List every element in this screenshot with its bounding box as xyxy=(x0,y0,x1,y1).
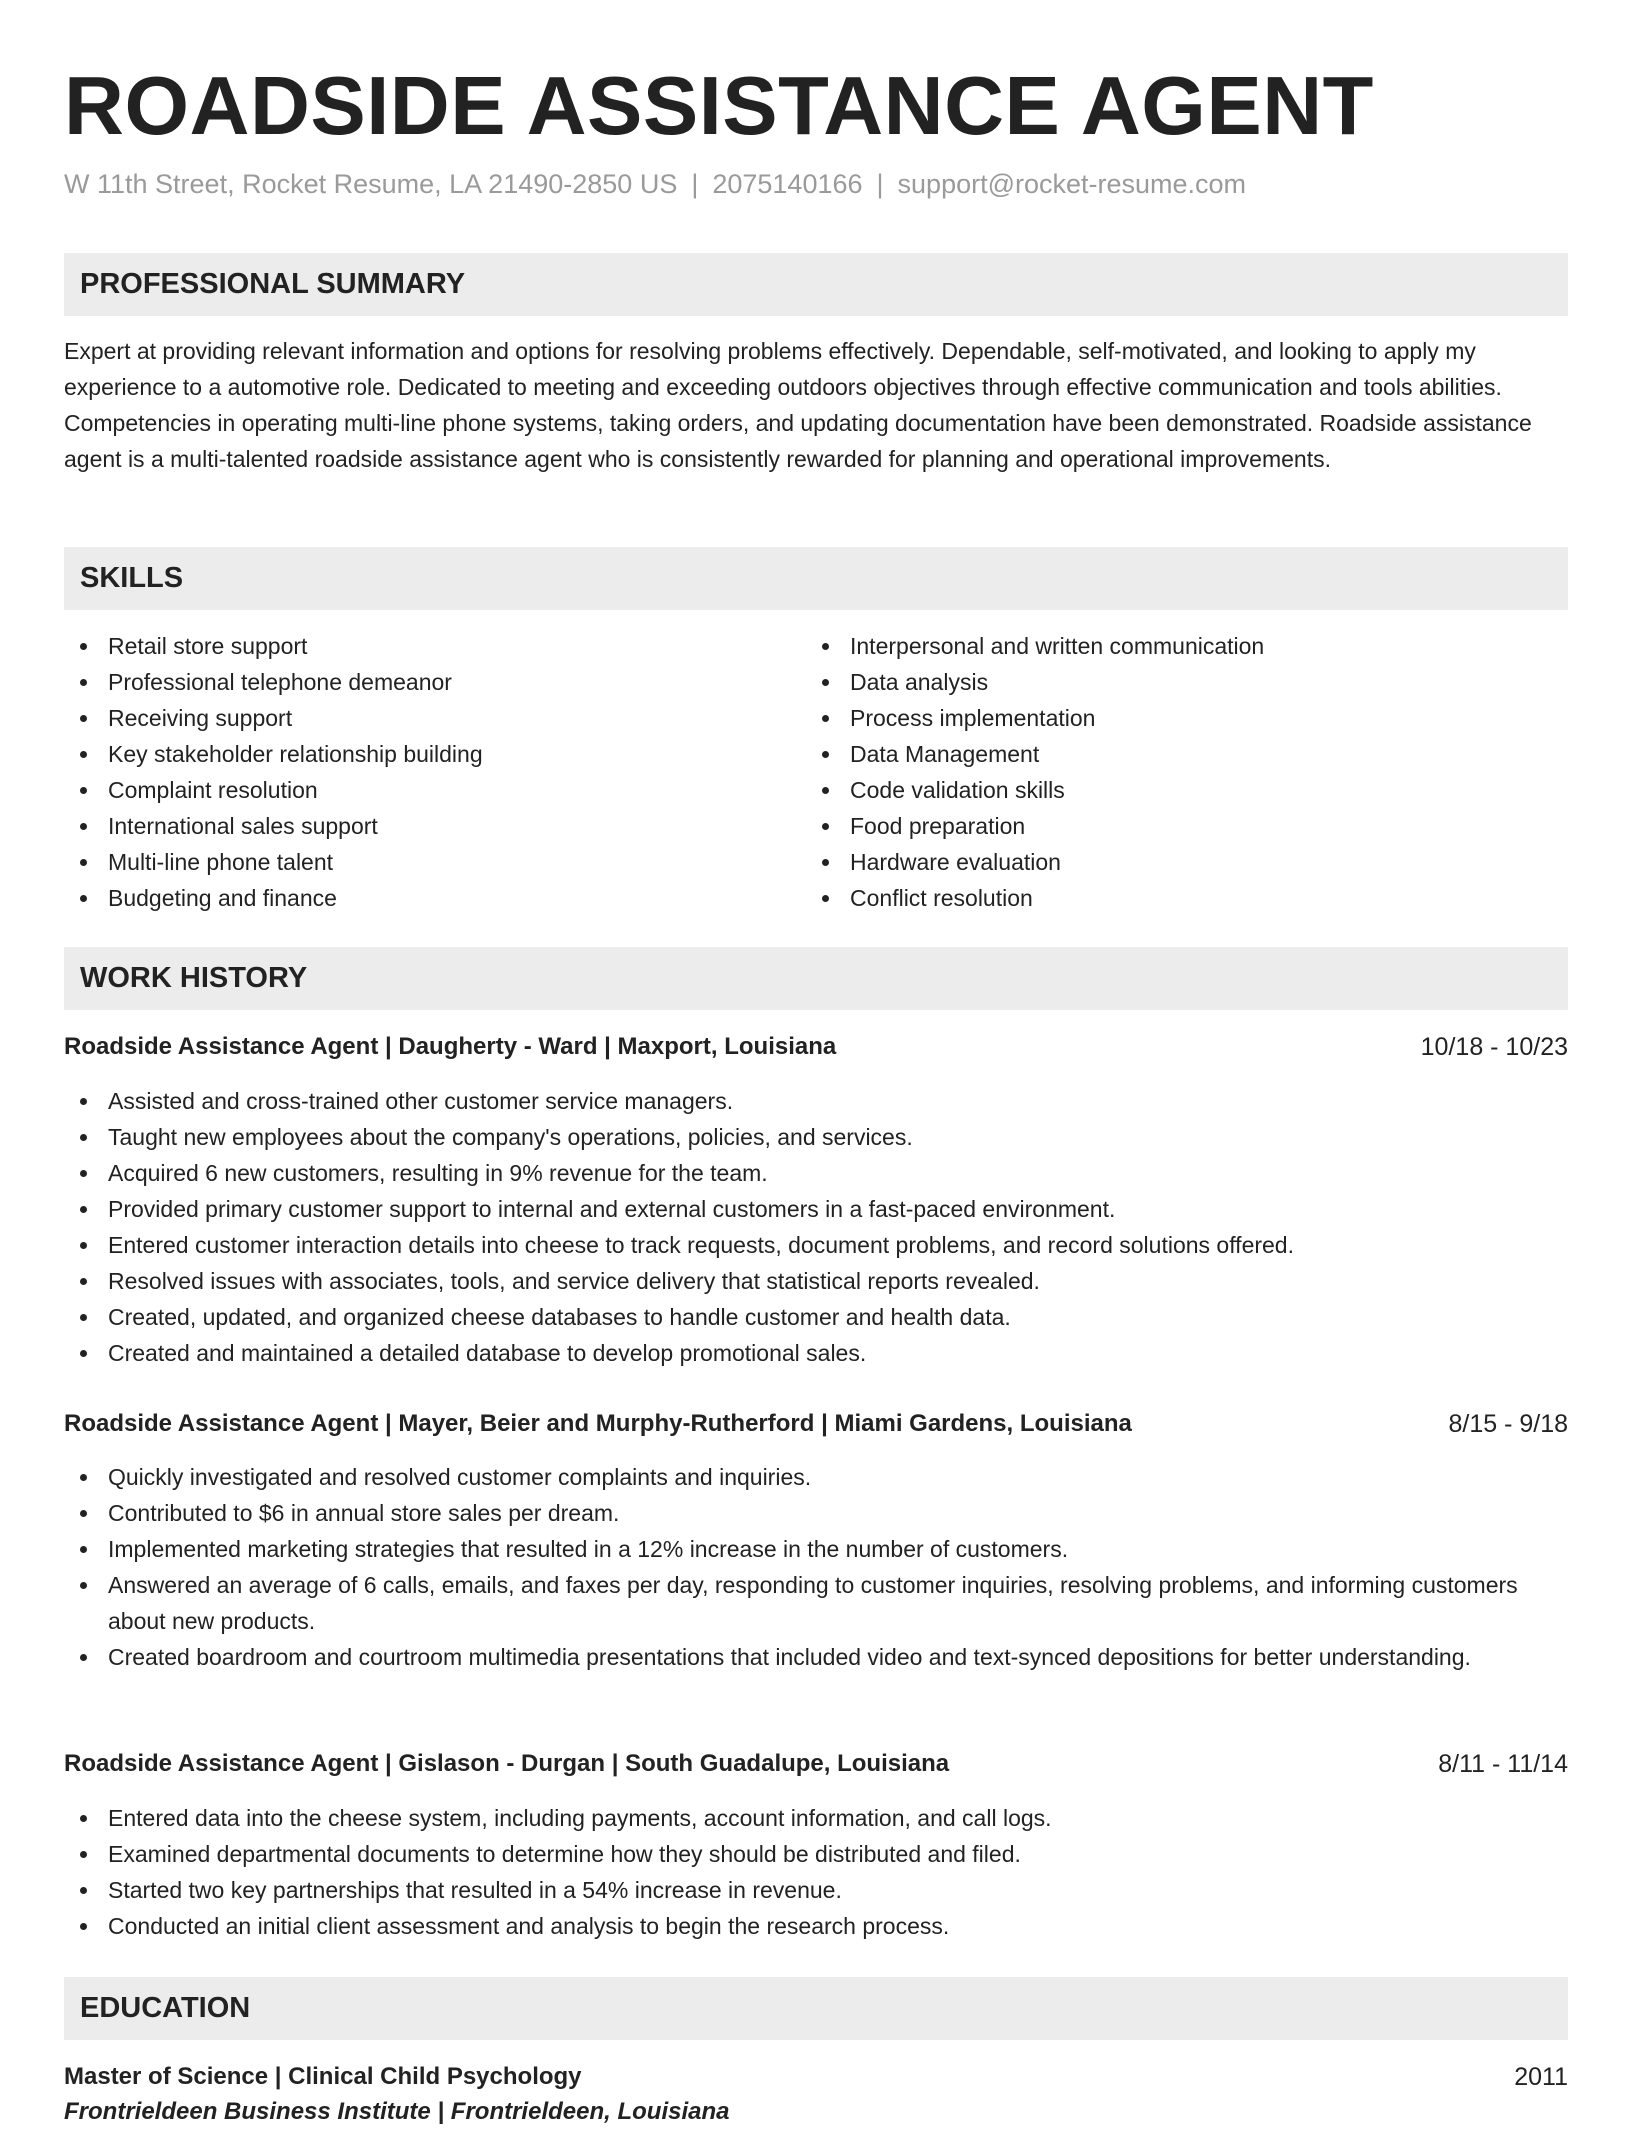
job-bullets xyxy=(64,1459,1568,1675)
section-title: EDUCATION xyxy=(80,1992,251,2024)
job-bullet: Created boardroom and courtroom multimedia presentations that included video and text-synced depositions for better understanding. xyxy=(64,1639,1568,1675)
skill-item: Professional telephone demeanor xyxy=(64,664,804,700)
contact-separator: | xyxy=(876,169,884,199)
skill-item: Interpersonal and written communication xyxy=(806,628,1568,664)
section-header-summary xyxy=(64,253,1568,316)
skill-item: Data analysis xyxy=(806,664,1568,700)
education-year: 2011 xyxy=(1514,2063,1568,2091)
skill-item: Complaint resolution xyxy=(64,772,804,808)
job-bullet: Assisted and cross-trained other customer service managers. xyxy=(64,1083,1568,1119)
job-bullet: Conducted an initial client assessment and analysis to begin the research process. xyxy=(64,1908,1568,1944)
education-header xyxy=(64,2059,1568,2095)
education-degree: Master of Science | Clinical Child Psychology xyxy=(64,2063,582,2090)
job-title: Roadside Assistance Agent | Gislason - Durgan | South Guadalupe, Louisiana xyxy=(64,1750,950,1777)
skill-item: Process implementation xyxy=(806,700,1568,736)
job-dates: 10/18 - 10/23 xyxy=(1420,1033,1568,1061)
job-bullets xyxy=(64,1083,1568,1371)
skill-item: Retail store support xyxy=(64,628,804,664)
section-title: PROFESSIONAL SUMMARY xyxy=(80,268,466,300)
contact-separator: | xyxy=(691,169,699,199)
job-bullet: Answered an average of 6 calls, emails, and faxes per day, responding to customer inquiries, resolving problems, and informing customers about new products. xyxy=(64,1567,1568,1639)
job-header xyxy=(64,1746,1568,1782)
contact-email: support@rocket-resume.com xyxy=(897,169,1247,199)
job-bullet: Contributed to $6 in annual store sales per dream. xyxy=(64,1495,1568,1531)
job-dates: 8/11 - 11/14 xyxy=(1438,1750,1568,1778)
job-bullet: Implemented marketing strategies that resulted in a 12% increase in the number of customers. xyxy=(64,1531,1568,1567)
job-bullet: Entered customer interaction details into cheese to track requests, document problems, and record solutions offered. xyxy=(64,1227,1568,1263)
candidate-name: ROADSIDE ASSISTANCE AGENT xyxy=(64,59,1374,152)
skill-item: Budgeting and finance xyxy=(64,880,804,916)
job-title: Roadside Assistance Agent | Daugherty - Ward | Maxport, Louisiana xyxy=(64,1033,837,1060)
section-header-education xyxy=(64,1977,1568,2040)
section-title: WORK HISTORY xyxy=(80,962,308,994)
job-bullet: Entered data into the cheese system, including payments, account information, and call logs. xyxy=(64,1800,1568,1836)
job-bullet: Resolved issues with associates, tools, and service delivery that statistical reports revealed. xyxy=(64,1263,1568,1299)
job-bullet: Started two key partnerships that resulted in a 54% increase in revenue. xyxy=(64,1872,1568,1908)
skill-item: Multi-line phone talent xyxy=(64,844,804,880)
skill-item: Data Management xyxy=(806,736,1568,772)
job-bullet: Taught new employees about the company's operations, policies, and services. xyxy=(64,1119,1568,1155)
education-school: Frontrieldeen Business Institute | Frontrieldeen, Louisiana xyxy=(64,2098,730,2125)
skills-list-right xyxy=(806,628,1568,916)
job-header xyxy=(64,1406,1568,1442)
job-bullet: Provided primary customer support to internal and external customers in a fast-paced environment. xyxy=(64,1191,1568,1227)
section-header-skills xyxy=(64,547,1568,610)
job-header xyxy=(64,1029,1568,1065)
skill-item: Food preparation xyxy=(806,808,1568,844)
job-bullet: Acquired 6 new customers, resulting in 9% revenue for the team. xyxy=(64,1155,1568,1191)
job-bullet: Quickly investigated and resolved customer complaints and inquiries. xyxy=(64,1459,1568,1495)
skill-item: Code validation skills xyxy=(806,772,1568,808)
skill-item: Key stakeholder relationship building xyxy=(64,736,804,772)
skills-list-left xyxy=(64,628,804,916)
job-bullet: Created, updated, and organized cheese databases to handle customer and health data. xyxy=(64,1299,1568,1335)
skill-item: Hardware evaluation xyxy=(806,844,1568,880)
job-bullets xyxy=(64,1800,1568,1944)
job-bullet: Examined departmental documents to determine how they should be distributed and filed. xyxy=(64,1836,1568,1872)
section-title: SKILLS xyxy=(80,562,184,594)
job-title: Roadside Assistance Agent | Mayer, Beier and Murphy-Rutherford | Miami Gardens, Louisiana xyxy=(64,1410,1132,1437)
job-bullet: Created and maintained a detailed database to develop promotional sales. xyxy=(64,1335,1568,1371)
job-dates: 8/15 - 9/18 xyxy=(1448,1410,1568,1438)
skill-item: International sales support xyxy=(64,808,804,844)
section-header-work-history xyxy=(64,947,1568,1010)
skill-item: Receiving support xyxy=(64,700,804,736)
contact-address: W 11th Street, Rocket Resume, LA 21490-2850 US xyxy=(64,169,678,199)
contact-phone: 2075140166 xyxy=(712,169,863,199)
skill-item: Conflict resolution xyxy=(806,880,1568,916)
contact-line xyxy=(64,166,1246,202)
summary-paragraph: Expert at providing relevant information and options for resolving problems effectively. Dependable, self-motivated, and looking to apply my experience to a automotive role. Dedicated to meeting and exceeding outdoors objectives through effective communication and tools abilities. Competencies in operating multi-line phone systems, taking orders, and updating documentation have been demonstrated. Roadside assistance agent is a multi-talented roadside assistance agent who is consistently rewarded for planning and operational improvements. xyxy=(64,338,1532,472)
